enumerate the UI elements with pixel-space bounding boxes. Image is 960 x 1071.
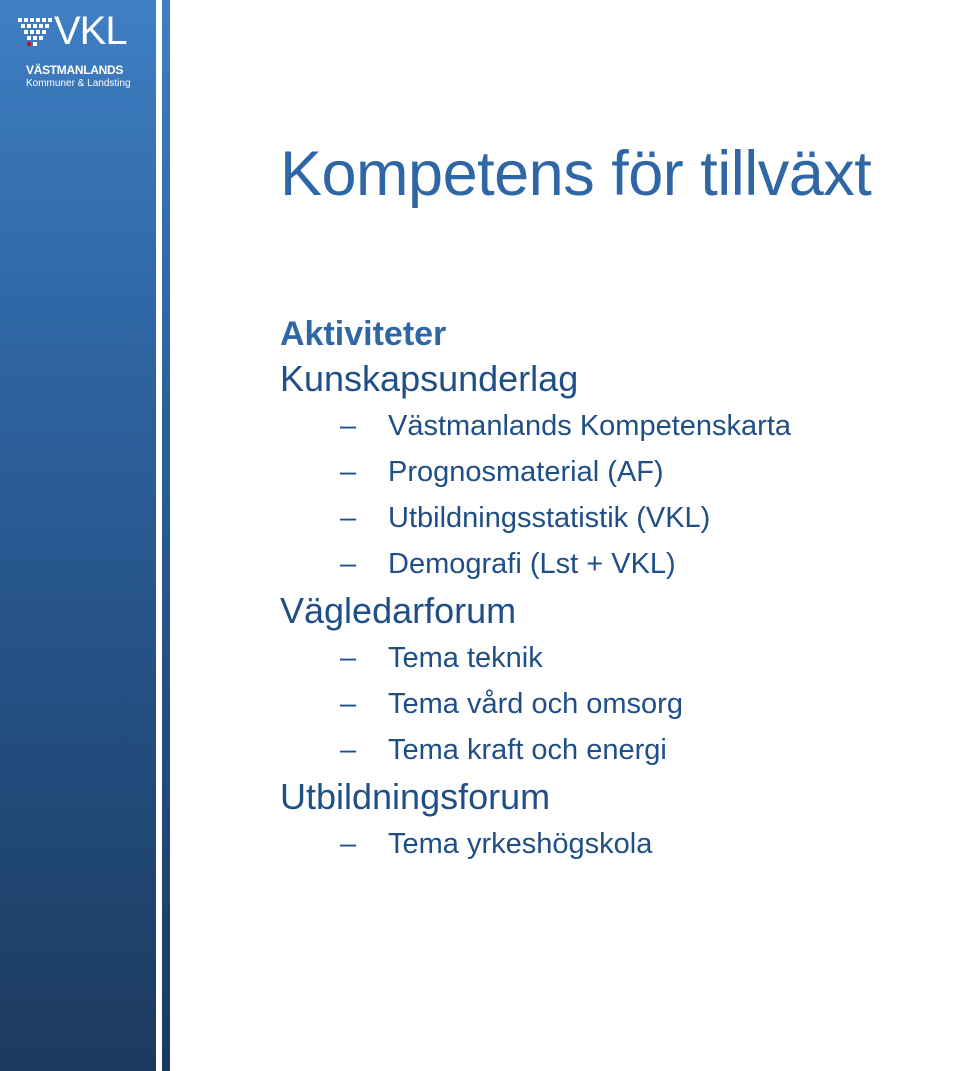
- list-item: [280, 681, 960, 727]
- dash-bullet: –: [340, 502, 357, 534]
- section-heading: Aktiviteter: [280, 315, 447, 353]
- list-item-text: Tema yrkeshögskola: [388, 828, 653, 860]
- logo-line1: VÄSTMANLANDS: [26, 63, 124, 77]
- sidebar-band: [0, 0, 156, 1071]
- vkl-logo: [18, 9, 143, 92]
- page-title: Kompetens för tillväxt: [280, 139, 872, 209]
- list-item: [280, 821, 960, 867]
- list-item: [280, 727, 960, 773]
- logo-wordmark: VKL: [54, 9, 127, 53]
- list-item: [280, 635, 960, 681]
- dash-bullet: –: [340, 688, 357, 720]
- list-item: [280, 541, 960, 587]
- content-body: [280, 313, 960, 867]
- logo-line2: Kommuner & Landsting: [26, 78, 131, 89]
- section-label: Kunskapsunderlag: [280, 358, 579, 399]
- dash-bullet: –: [340, 642, 357, 674]
- dash-bullet: –: [340, 456, 357, 488]
- list-item-text: Västmanlands Kompetenskarta: [388, 410, 791, 442]
- list-item-text: Utbildningsstatistik (VKL): [388, 502, 711, 534]
- logo-dots-icon: [18, 18, 54, 54]
- dash-bullet: –: [340, 734, 357, 766]
- list-item-text: Tema kraft och energi: [388, 734, 667, 766]
- dash-bullet: –: [340, 828, 357, 860]
- dash-bullet: –: [340, 548, 357, 580]
- list-item-text: Tema teknik: [388, 642, 543, 674]
- section-label: Utbildningsforum: [280, 776, 551, 817]
- list-item: [280, 403, 960, 449]
- list-item: [280, 449, 960, 495]
- section-label: Vägledarforum: [280, 590, 517, 631]
- list-item-text: Tema vård och omsorg: [388, 688, 683, 720]
- list-item-text: Demografi (Lst + VKL): [388, 548, 676, 580]
- list-item: [280, 495, 960, 541]
- sidebar-stripe: [162, 0, 170, 1071]
- list-item-text: Prognosmaterial (AF): [388, 456, 664, 488]
- dash-bullet: –: [340, 410, 357, 442]
